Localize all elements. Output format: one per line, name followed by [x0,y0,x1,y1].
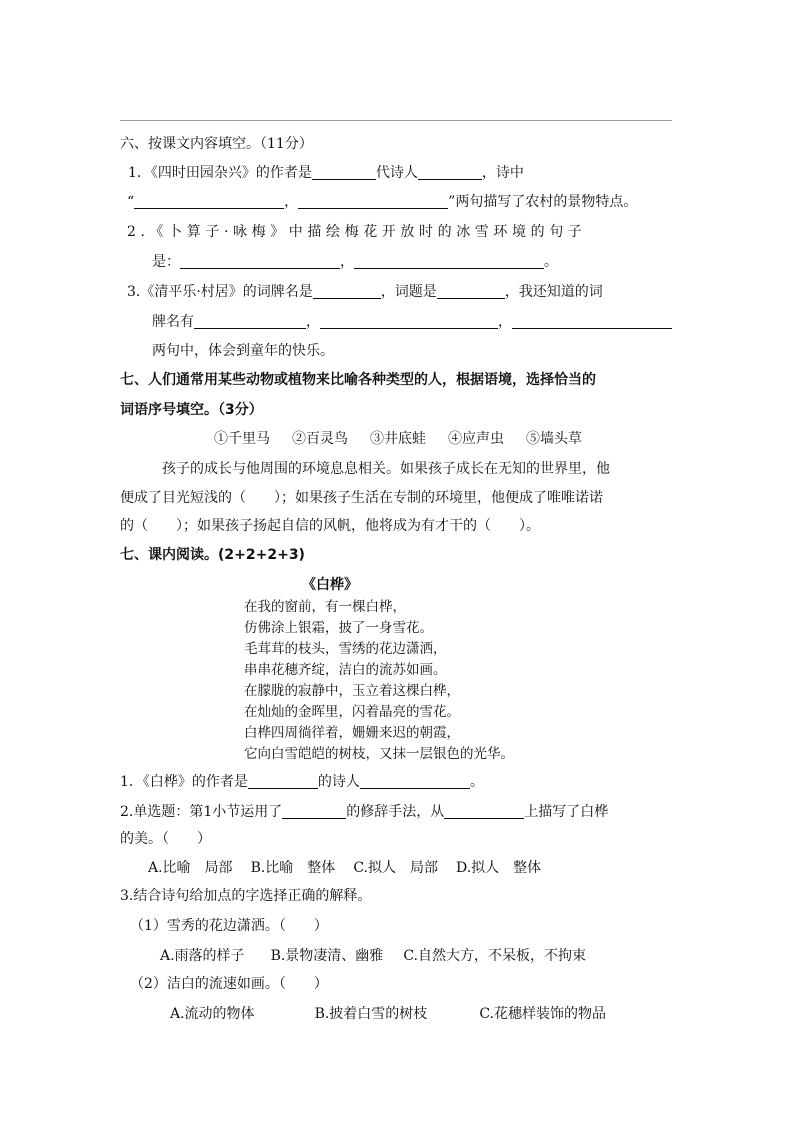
poem-line: 在我的窗前，有一棵白桦， [244,599,406,615]
poem-line: 在朦胧的寂静中，玉立着这棵白桦， [244,683,460,699]
blank[interactable] [248,774,318,789]
choice-b[interactable]: B.披着白雪的树枝 [314,1006,428,1022]
blank[interactable] [354,254,544,269]
blank[interactable] [418,165,482,180]
q6-2-line2: 是： ， 。 [152,254,558,270]
blank[interactable] [437,284,505,299]
q7-1: 1．《白桦》的作者是 的诗人 。 [120,774,484,790]
q6-3-line2: 牌名有 ， ， [152,312,672,332]
q7-3-1: （1）雪秀的花边潇洒。（ ） [130,918,328,934]
choice-c[interactable]: C.花穗样装饰的物品 [479,1006,606,1022]
section7a-heading-line1: 七、人们通常用某些动物或植物来比喻各种类型的人，根据语境，选择恰当的 [120,372,596,388]
q7-3-2: （2）洁白的流速如画。（ ） [130,976,328,992]
poem-line: 白桦四周徜徉着，姗姗来迟的朝霞， [244,725,460,741]
option-1: ①千里马 [214,431,270,447]
blank[interactable] [444,804,524,819]
passage-line3: 的（ ）；如果孩子扬起自信的风帆，他将成为有才干的（ ）。 [120,518,540,534]
q7-2-line1: 2.单选题：第1小节运用了 的修辞手法，从 上描写了白桦 [120,804,609,820]
option-5: ⑤墙头草 [526,431,582,447]
q6-1-line2: “ ， ”两句描写了农村的景物特点。 [127,194,638,210]
q7-3-1-options [160,946,586,966]
blank[interactable] [320,314,498,329]
choice-a[interactable]: A.流动的物体 [170,1006,255,1022]
choice-c[interactable]: C.自然大方，不呆板，不拘束 [403,948,586,964]
option-2: ②百灵鸟 [292,431,348,447]
poem-line: 串串花穗齐绽，洁白的流苏如画。 [244,662,447,678]
q6-3-line1: 3.《清平乐·村居》的词牌名是 ，词题是 ，我还知道的词 [127,284,603,300]
poem-line: 仿佛涂上银霜，披了一身雪花。 [244,620,433,636]
q7-3-2-options [170,1004,606,1024]
choice-b[interactable]: B.景物凄清、幽雅 [270,948,384,964]
option-4: ④应声虫 [448,431,504,447]
poem-line: 在灿灿的金晖里，闪着晶亮的雪花。 [244,704,460,720]
choice-c[interactable]: C.拟人 局部 [353,860,438,876]
blank[interactable] [360,774,470,789]
section7b-heading: 七、课内阅读。(2+2+2+3) [120,547,305,563]
blank[interactable] [134,194,284,209]
choice-a[interactable]: A.雨落的样子 [160,948,245,964]
choice-d[interactable]: D.拟人 整体 [455,860,542,876]
q7-3: 3.结合诗句给加点的字选择正确的解释。 [120,888,372,904]
section6-heading: 六、按课文内容填空。（11分） [120,136,313,152]
q7-2-options [148,858,541,878]
choice-a[interactable]: A.比喻 局部 [148,860,233,876]
blank[interactable] [312,165,376,180]
blank[interactable] [512,314,672,329]
blank[interactable] [298,194,448,209]
blank[interactable] [180,254,340,269]
poem-line: 毛茸茸的枝头，雪绣的花边潇洒， [244,641,447,657]
blank[interactable] [313,284,381,299]
word-options [214,429,582,449]
poem-title: 《白桦》 [302,577,358,593]
passage-line2: 便成了目光短浅的（ ）；如果孩子生活在专制的环境里，他便成了唯唯诺诺 [120,490,603,506]
q6-2-line1: 2.《卜算子·咏梅》中描绘梅花开放时的冰雪环境的句子 [127,224,587,240]
blank[interactable] [282,804,346,819]
passage-line1: 孩子的成长与他周围的环境息息相关。如果孩子成长在无知的世界里，他 [162,461,610,477]
header-rule [120,120,672,121]
blank[interactable] [194,314,306,329]
poem-line: 它向白雪皑皑的树枝，又抹一层银色的光华。 [244,746,514,762]
section7a-heading-line2: 词语序号填空。（3分） [120,402,263,418]
q7-2-line2: 的美。（ ） [120,831,211,847]
q6-1-line1: 1．《四时田园杂兴》的作者是 代诗人 ，诗中 [128,165,524,181]
choice-b[interactable]: B.比喻 整体 [250,860,336,876]
q6-3-line3: 两句中，体会到童年的快乐。 [152,343,334,359]
option-3: ③井底蛙 [370,431,426,447]
